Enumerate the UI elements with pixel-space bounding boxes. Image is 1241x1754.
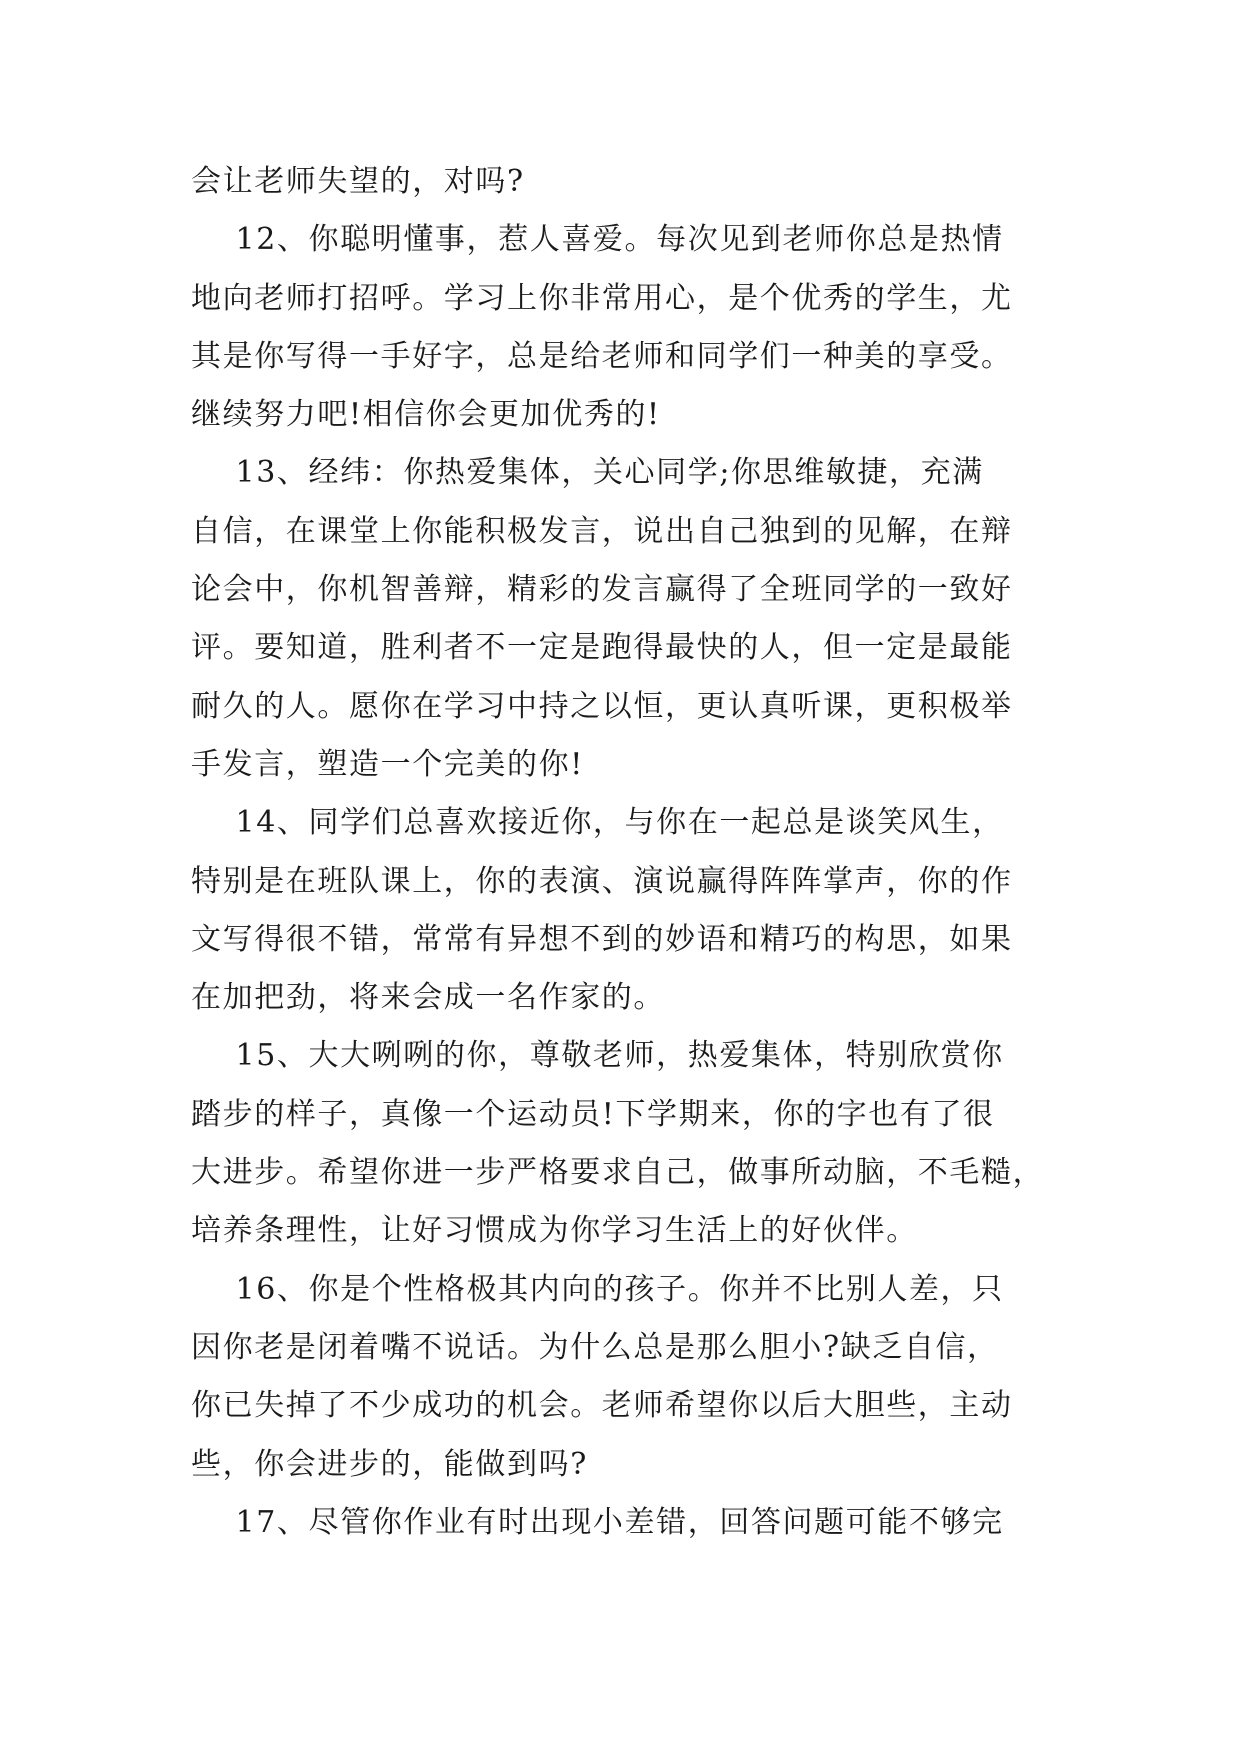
text-line: 评。要知道，胜利者不一定是跑得最快的人，但一定是最能: [191, 630, 1013, 666]
text-line: 会让老师失望的，对吗?: [191, 164, 525, 199]
text-line: 特别是在班队课上，你的表演、演说赢得阵阵掌声，你的作: [191, 863, 1013, 899]
text-line: 在加把劲，将来会成一名作家的。: [191, 980, 665, 1016]
text-line: 地向老师打招呼。学习上你非常用心，是个优秀的学生，尤: [191, 280, 1013, 316]
text-line: 文写得很不错，常常有异想不到的妙语和精巧的构思，如果: [191, 921, 1013, 957]
text-line: 大进步。希望你进一步严格要求自己，做事所动脑，不毛糙，: [191, 1155, 1045, 1191]
text-line: 其是你写得一手好字，总是给老师和同学们一种美的享受。: [191, 338, 1013, 374]
text-line: 你已失掉了不少成功的机会。老师希望你以后大胆些，主动: [191, 1388, 1013, 1424]
text-line: 论会中，你机智善辩，精彩的发言赢得了全班同学的一致好: [191, 572, 1013, 608]
text-line: 继续努力吧!相信你会更加优秀的!: [191, 397, 661, 433]
text-line: 些，你会进步的，能做到吗?: [191, 1446, 588, 1482]
text-line: 踏步的样子，真像一个运动员!下学期来，你的字也有了很: [191, 1096, 995, 1132]
text-line: 14、同学们总喜欢接近你，与你在一起总是谈笑风生，: [191, 805, 1004, 841]
text-line: 12、你聪明懂事，惹人喜爱。每次见到老师你总是热情: [191, 222, 1004, 258]
text-line: 15、大大咧咧的你，尊敬老师，热爱集体，特别欣赏你: [191, 1038, 1004, 1074]
text-line: 培养条理性，让好习惯成为你学习生活上的好伙伴。: [191, 1213, 918, 1249]
document-body: [191, 153, 1071, 1552]
text-line: 13、经纬：你热爱集体，关心同学;你思维敏捷，充满: [191, 455, 984, 491]
text-line: 16、你是个性格极其内向的孩子。你并不比别人差，只: [191, 1271, 1004, 1307]
text-line: 自信，在课堂上你能积极发言，说出自己独到的见解，在辩: [191, 513, 1013, 549]
text-line: 17、尽管你作业有时出现小差错，回答问题可能不够完: [191, 1504, 1004, 1540]
text-line: 耐久的人。愿你在学习中持之以恒，更认真听课，更积极举: [191, 688, 1013, 724]
text-line: 因你老是闭着嘴不说话。为什么总是那么胆小?缺乏自信，: [191, 1329, 999, 1365]
text-line: 手发言，塑造一个完美的你!: [191, 746, 584, 782]
